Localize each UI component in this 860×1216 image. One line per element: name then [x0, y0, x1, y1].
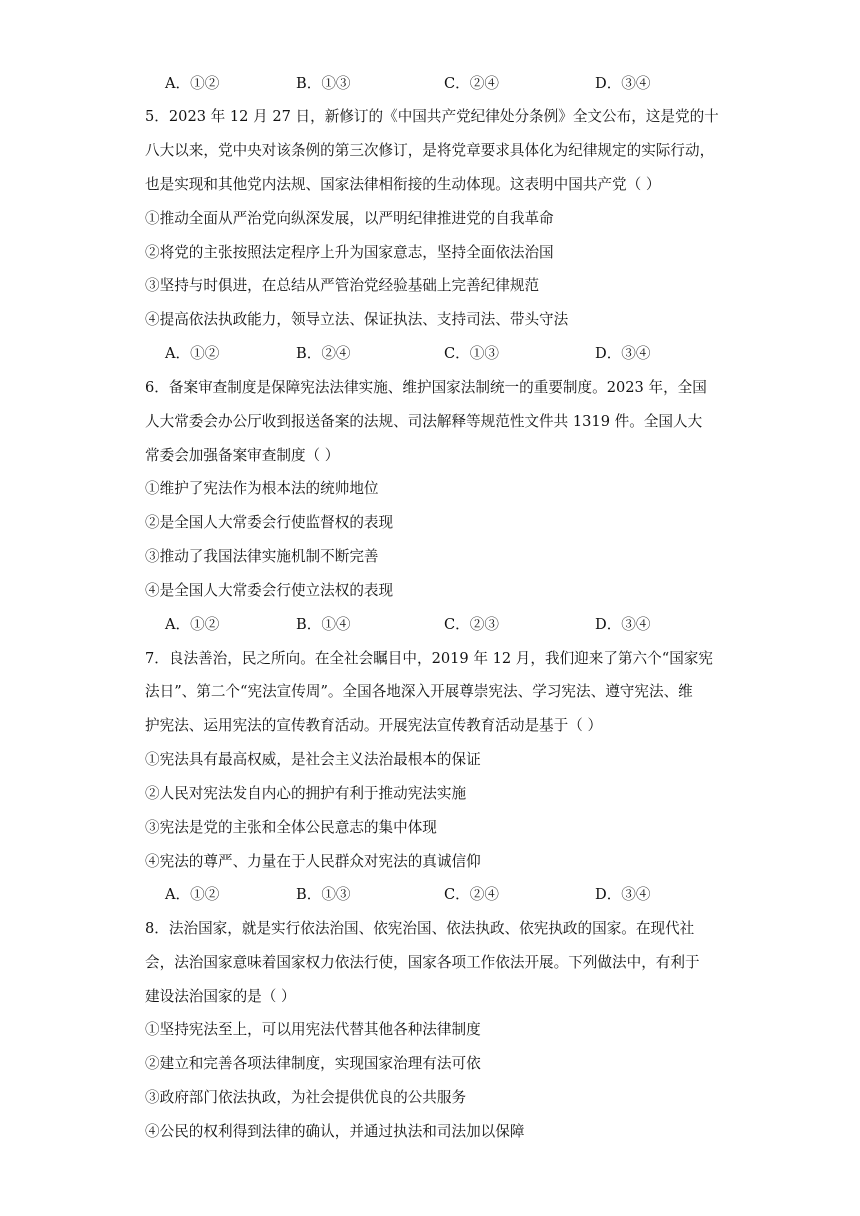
question-7-stem-line-2: 法日”、第二个“宪法宣传周”。全国各地深入开展尊崇宪法、学习宪法、遵守宪法、维: [145, 683, 693, 700]
question-8-statement-3: ③政府部门依法执政，为社会提供优良的公共服务: [145, 1089, 467, 1106]
question-7-stem-line-1: 7．良法善治，民之所向。在全社会瞩目中，2019 年 12 月，我们迎来了第六个“国家宪: [145, 650, 713, 667]
options-row-q5: [0, 344, 860, 366]
question-7-statement-2: ②人民对宪法发自内心的拥护有利于推动宪法实施: [145, 785, 467, 802]
question-6-stem-line-2: 人大常委会办公厅收到报送备案的法规、司法解释等规范性文件共 1319 件。全国人大: [145, 413, 703, 430]
question-8-stem-line-3: 建设法治国家的是（ ）: [145, 988, 296, 1005]
option-c[interactable]: C．②③: [444, 616, 499, 633]
option-d[interactable]: D．③④: [595, 345, 651, 362]
option-a[interactable]: A．①②: [165, 75, 220, 92]
question-8-statement-2: ②建立和完善各项法律制度，实现国家治理有法可依: [145, 1055, 481, 1072]
question-5-statement-2: ②将党的主张按照法定程序上升为国家意志，坚持全面依法治国: [145, 244, 554, 261]
question-6-statement-4: ④是全国人大常委会行使立法权的表现: [145, 582, 394, 599]
question-5-stem-line-1: 5．2023 年 12 月 27 日，新修订的《中国共产党纪律处分条例》全文公布，这是党的十: [145, 108, 719, 125]
question-6-statement-3: ③推动了我国法律实施机制不断完善: [145, 548, 379, 565]
option-d[interactable]: D．③④: [595, 75, 651, 92]
options-row-q7: [0, 885, 860, 907]
question-5-stem-line-3: 也是实现和其他党内法规、国家法律相衔接的生动体现。这表明中国共产党（ ）: [145, 176, 661, 193]
question-7-statement-4: ④宪法的尊严、力量在于人民群众对宪法的真诚信仰: [145, 853, 481, 870]
option-c[interactable]: C．①③: [444, 345, 499, 362]
question-8-stem-line-2: 会，法治国家意味着国家权力依法行使，国家各项工作依法开展。下列做法中，有利于: [145, 954, 700, 971]
question-8-stem-line-1: 8．法治国家，就是实行依法治国、依宪治国、依法执政、依宪执政的国家。在现代社: [145, 920, 695, 937]
question-8-statement-1: ①坚持宪法至上，可以用宪法代替其他各种法律制度: [145, 1021, 481, 1038]
question-5-statement-3: ③坚持与时俱进，在总结从严管治党经验基础上完善纪律规范: [145, 277, 540, 294]
question-5-stem-line-2: 八大以来，党中央对该条例的第三次修订，是将党章要求具体化为纪律规定的实际行动，: [145, 142, 715, 159]
question-8-statement-4: ④公民的权利得到法律的确认，并通过执法和司法加以保障: [145, 1123, 525, 1140]
option-a[interactable]: A．①②: [165, 886, 220, 903]
option-c[interactable]: C．②④: [444, 886, 499, 903]
question-6-statement-1: ①维护了宪法作为根本法的统帅地位: [145, 480, 379, 497]
options-row-q4: [0, 74, 860, 96]
question-7-statement-1: ①宪法具有最高权威，是社会主义法治最根本的保证: [145, 751, 481, 768]
question-6-statement-2: ②是全国人大常委会行使监督权的表现: [145, 514, 394, 531]
question-7-stem-line-3: 护宪法、运用宪法的宣传教育活动。开展宪法宣传教育活动是基于（ ）: [145, 717, 603, 734]
question-7-statement-3: ③宪法是党的主张和全体公民意志的集中体现: [145, 819, 437, 836]
option-b[interactable]: B．②④: [296, 345, 351, 362]
option-b[interactable]: B．①③: [296, 75, 351, 92]
option-b[interactable]: B．①④: [296, 616, 351, 633]
option-c[interactable]: C．②④: [444, 75, 499, 92]
option-d[interactable]: D．③④: [595, 616, 651, 633]
question-6-stem-line-3: 常委会加强备案审查制度（ ）: [145, 447, 340, 464]
option-d[interactable]: D．③④: [595, 886, 651, 903]
options-row-q6: [0, 615, 860, 637]
question-5-statement-4: ④提高依法执政能力，领导立法、保证执法、支持司法、带头守法: [145, 311, 569, 328]
option-a[interactable]: A．①②: [165, 616, 220, 633]
question-5-statement-1: ①推动全面从严治党向纵深发展，以严明纪律推进党的自我革命: [145, 210, 554, 227]
question-6-stem-line-1: 6．备案审查制度是保障宪法法律实施、维护国家法制统一的重要制度。2023 年，全国: [145, 379, 707, 396]
option-b[interactable]: B．①③: [296, 886, 351, 903]
option-a[interactable]: A．①②: [165, 345, 220, 362]
